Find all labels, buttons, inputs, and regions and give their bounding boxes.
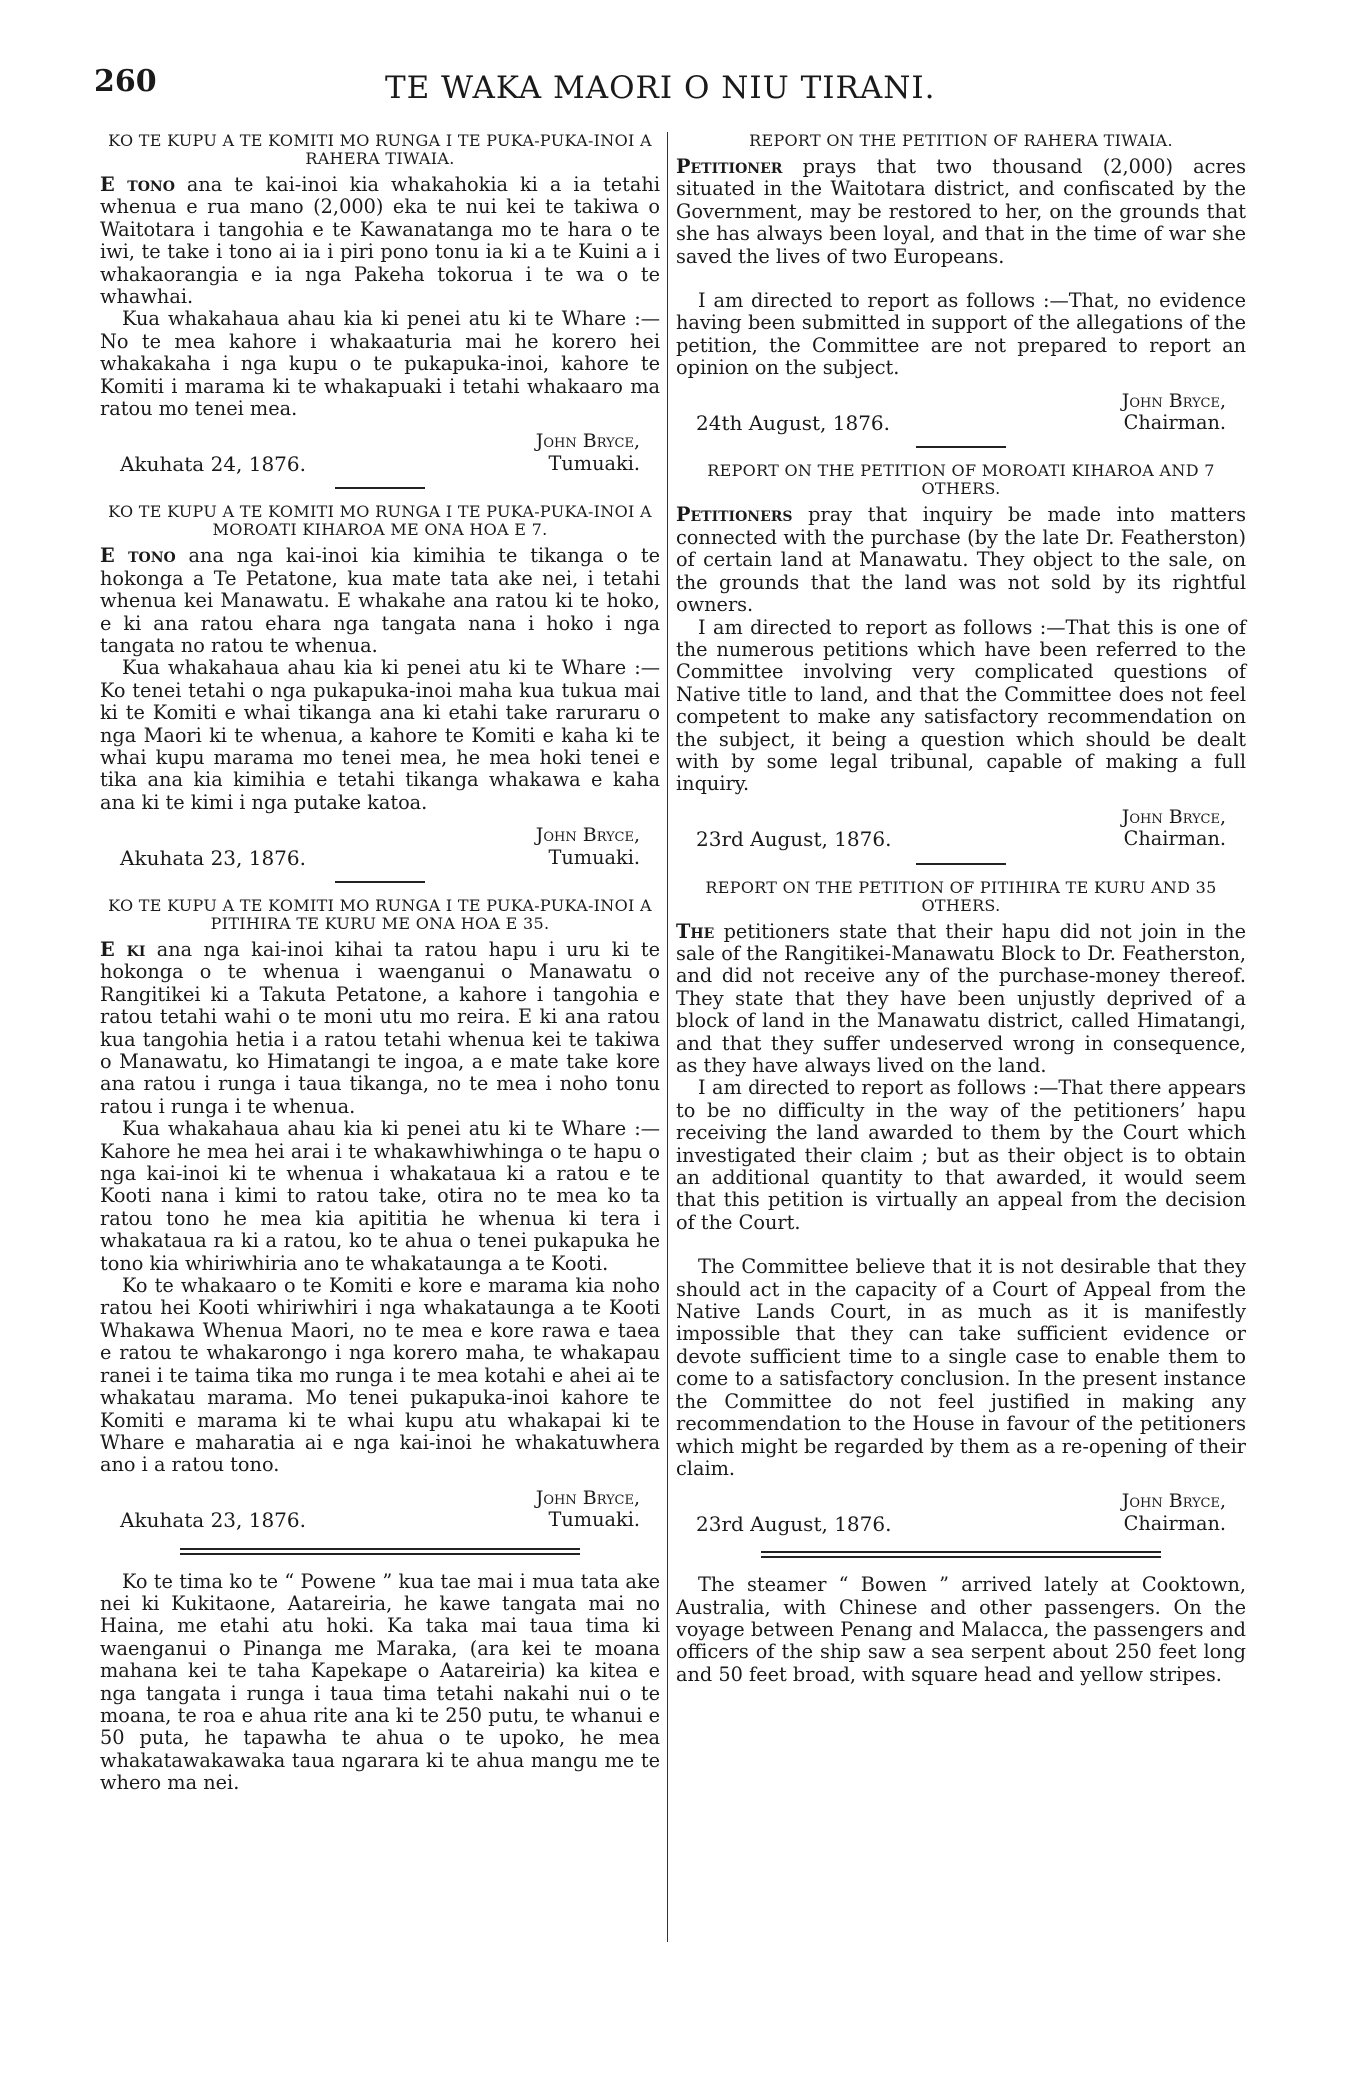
section-rule bbox=[335, 487, 425, 489]
paragraph-text: pray that inquiry be made into matters connected with the purchase (by the late Dr. Featherston) of certain land at Manawatu. They object to the sale, on the grounds that the land was not sold by its rightful owners. bbox=[676, 503, 1246, 617]
signature-block bbox=[509, 1487, 660, 1532]
signature bbox=[100, 430, 660, 475]
signature-name: John Bryce, bbox=[535, 824, 640, 847]
column-divider bbox=[667, 132, 668, 1942]
article-paragraph: Ko te tima ko te “ Powene ” kua tae mai i mua tata ake nei ki Kukitaone, Aatareiria, he kawe tangata mai no Haina, me etahi atu hoki. Ka taka mai taua tima ki waenganui o Pinanga me Maraka, (ara kei te moana mahana kei te taha Kapekape o Aatareiria) ka kitea e nga tangata i runga i taua tima tetahi nakahi nui o te moana, te roa e ahua rite ana ki te 250 putu, te whanui e 50 puta, he tapawha te ahua o te upoko, he mea whakatawakawaka taua ngarara ki te ahua mangu me te whero ma nei. bbox=[100, 1569, 660, 1795]
article-paragraph bbox=[100, 174, 660, 308]
spacer bbox=[676, 268, 1246, 290]
signature-name: John Bryce, bbox=[1121, 805, 1226, 828]
article-paragraph bbox=[676, 921, 1246, 1078]
signature-name: John Bryce, bbox=[535, 1486, 640, 1509]
article-heading: REPORT ON THE PETITION OF RAHERA TIWAIA. bbox=[749, 131, 1173, 150]
section-rule bbox=[916, 863, 1006, 865]
signature-block bbox=[1084, 806, 1246, 851]
signature-block bbox=[509, 430, 660, 475]
article-pitihira-english bbox=[676, 879, 1246, 1536]
paragraph-text: ana te kai-inoi kia whakahokia ki a ia tetahi whenua e rua mano (2,000) eka te nui kei te takiwa o Waitotara i tangohia e te Kawanatanga mo te hara o te iwi, te take i tono ai ia i piri pono tonu ia ki a te Kuini a i whakaorangia e ia nga Pakeha tokorua i te wa o te whawhai. bbox=[100, 173, 660, 309]
lead-word: Petitioners bbox=[676, 503, 793, 527]
article-heading: KO TE KUPU A TE KOMITI MO RUNGA I TE PUKA-PUKA-INOI A PITIHIRA TE KURU ME ONA HOA E 35. bbox=[108, 895, 652, 933]
lead-word: Petitioner bbox=[676, 155, 783, 178]
signature-name: John Bryce, bbox=[535, 430, 640, 453]
article-heading: REPORT ON THE PETITION OF PITIHIRA TE KURU AND 35 OTHERS. bbox=[705, 877, 1217, 915]
signature-name: John Bryce, bbox=[1121, 389, 1226, 412]
signature bbox=[100, 824, 660, 869]
article-rahera-maori bbox=[100, 132, 660, 475]
signature-role: Chairman. bbox=[1123, 411, 1226, 435]
page-number: 260 bbox=[94, 64, 157, 99]
double-rule bbox=[761, 1551, 1161, 1558]
article-heading: KO TE KUPU A TE KOMITI MO RUNGA I TE PUKA-PUKA-INOI A MOROATI KIHAROA ME ONA HOA E 7. bbox=[108, 502, 652, 540]
signature-role: Tumuaki. bbox=[548, 451, 640, 475]
signature bbox=[676, 390, 1246, 435]
signature-date: 23rd August, 1876. bbox=[696, 1511, 892, 1536]
article-paragraph: I am directed to report as follows :—That this is one of the numerous petitions which have been referred to the Committee involving very complicated questions of Native title to land, and that the Committee does not feel competent to make any satisfactory recommendation on the subject, it being a question which should be dealt with by some legal tribunal, capable of making a full inquiry. bbox=[676, 615, 1246, 796]
lead-word: E tono bbox=[100, 173, 175, 196]
article-moroati-english bbox=[676, 462, 1246, 850]
lead-word: E ki bbox=[100, 937, 146, 961]
spacer bbox=[676, 1234, 1246, 1256]
article-paragraph: Ko te whakaaro o te Komiti e kore e marama kia noho ratou hei Kooti whiriwhiri i nga whakataunga a te Kooti Whakawa Whenua Maori, no te mea e kore rawa e taea e ratou te whakarongo i nga korero maha, te whakapau ranei i te taima tika mo runga i te mea kotahi e ahei ai te whakatau marama. Mo tenei pukapuka-inoi kahore te Komiti e marama ki te whai kupu atu whakapai ki te Whare e maharatia ai e nga kai-inoi he whakatuwhera ano i a ratou tono. bbox=[100, 1274, 660, 1477]
page-title: TE WAKA MAORI O NIU TIRANI. bbox=[385, 70, 936, 106]
paragraph-text: ana nga kai-inoi kihai ta ratou hapu i uru ki te hokonga o te whenua i waenganui o Manawatu o Rangitikei ki a Takuta Petatone, a kahore i tangohia e ratou tetahi wahi o te moni utu mo reira. E ki ana ratou kua tangohia hetia i a ratou tetahi whenua kei te takiwa o Manawatu, ko Himatangi te ingoa, a e mate take kore ana ratou i runga i taua tikanga, no te mea i noho tonu ratou i runga i te whenua. bbox=[100, 937, 660, 1118]
article-paragraph: The Committee believe that it is not desirable that they should act in the capacity of a Court of Appeal from the Native Lands Court, in as much as it is manifestly impossible that they can take sufficient evidence or devote sufficient time to a single case to enable them to come to a satisfactory conclusion. In the present instance the Committee do not feel justified in making any recommendation to the House in favour of the petitioners which might be regarded by them as a re-opening of their claim. bbox=[676, 1255, 1246, 1480]
signature-block bbox=[1084, 1490, 1246, 1535]
signature-role: Tumuaki. bbox=[548, 1508, 640, 1532]
article-powene-maori bbox=[100, 1571, 660, 1795]
article-paragraph: Kua whakahaua ahau kia ki penei atu ki te Whare :—Kahore he mea hei arai i te whakawhiwhinga o te hapu o nga kai-inoi ki te whenua i whakataua ki a ratou e te Kooti nana i kimi to ratou take, otira no te mea ko ta ratou tono he mea kia apititia he whenua ki tera i whakataua ra ki a ratou, ko te ahua o tenei pukapuka he tono kia whiriwhiria ano te whakataunga a te Kooti. bbox=[100, 1117, 660, 1275]
signature bbox=[676, 1490, 1246, 1535]
paragraph-text: ana nga kai-inoi kia kimihia te tikanga o te hokonga a Te Petatone, kua mate tata ake nei, i tetahi whenua kei Manawatu. E whakahe ana ratou ki te hoko, e ki ana ratou ehara nga tangata nana i hoko i nga tangata no ratou te whenua. bbox=[100, 544, 661, 657]
article-paragraph bbox=[100, 545, 660, 657]
article-paragraph bbox=[676, 156, 1246, 268]
left-column bbox=[100, 132, 660, 1805]
signature-name: John Bryce, bbox=[1121, 1490, 1226, 1513]
article-pitihira-maori bbox=[100, 897, 660, 1532]
article-paragraph: The steamer “ Bowen ” arrived lately at Cooktown, Australia, with Chinese and other passengers. On the voyage between Penang and Malacca, the passengers and officers of the ship saw a sea serpent about 250 feet long and 50 feet broad, with square head and yellow stripes. bbox=[676, 1573, 1246, 1686]
signature bbox=[676, 806, 1246, 851]
signature bbox=[100, 1487, 660, 1532]
signature-block bbox=[1084, 390, 1246, 435]
signature-date: Akuhata 24, 1876. bbox=[120, 451, 306, 476]
article-rahera-english bbox=[676, 132, 1246, 434]
article-bowen-english bbox=[676, 1574, 1246, 1686]
lead-word: The bbox=[676, 919, 715, 943]
paragraph-text: petitioners state that their hapu did not join in the sale of the Rangitikei-Manawatu Block to Dr. Featherston, and did not receive any of the purchase-money thereof. They state that they have been unjustly deprived of a block of land in the Manawatu district, called Himatangi, and that they suffer undeserved wrong in consequence, as they have always lived on the land. bbox=[676, 919, 1246, 1077]
signature-role: Tumuaki. bbox=[548, 845, 640, 869]
section-rule bbox=[916, 446, 1006, 448]
section-rule bbox=[335, 881, 425, 883]
article-paragraph: I am directed to report as follows :—That there appears to be no difficulty in the way of the petitioners’ hapu receiving the land awarded to them by the Court which investigated their claim ; but as their object is to obtain an additional quantity to that awarded, it would seem that this petition is virtually an appeal from the decision of the Court. bbox=[676, 1076, 1246, 1234]
article-paragraph: Kua whakahaua ahau kia ki penei atu ki te Whare :—No te mea kahore i whakaaturia mai he korero hei whakakaha i nga kupu o te pukapuka-inoi, kahore te Komiti i marama ki te whakapuaki i tetahi whakaaro ma ratou mo tenei mea. bbox=[100, 307, 660, 421]
article-moroati-maori bbox=[100, 503, 660, 869]
signature-date: Akuhata 23, 1876. bbox=[120, 845, 306, 870]
lead-word: E tono bbox=[100, 544, 176, 568]
signature-date: Akuhata 23, 1876. bbox=[120, 1508, 306, 1533]
signature-role: Chairman. bbox=[1123, 1511, 1226, 1535]
article-paragraph bbox=[100, 939, 660, 1118]
article-heading: KO TE KUPU A TE KOMITI MO RUNGA I TE PUKA-PUKA-INOI A RAHERA TIWAIA. bbox=[108, 131, 652, 168]
signature-block bbox=[509, 824, 660, 869]
signature-role: Chairman. bbox=[1123, 827, 1226, 851]
article-paragraph: Kua whakahaua ahau kia ki penei atu ki te Whare :—Ko tenei tetahi o nga pukapuka-inoi maha kua tukua mai ki te Komiti e whai tikanga ana ki etahi take raruraru o nga Maori ki te whenua, a kahore te Komiti e kaha ki te whai kupu marama mo tenei mea, he mea hoki tenei e tika ana kia kimihia e tetahi tikanga whakawa e kaha ana ki te kimi i nga putake katoa. bbox=[100, 656, 660, 814]
article-heading: REPORT ON THE PETITION OF MOROATI KIHAROA AND 7 OTHERS. bbox=[707, 461, 1215, 499]
article-paragraph: I am directed to report as follows :—That, no evidence having been submitted in support of the allegations of the petition, the Committee are not prepared to report an opinion on the subject. bbox=[676, 289, 1246, 380]
article-paragraph bbox=[676, 504, 1246, 616]
right-column bbox=[676, 132, 1246, 1696]
signature-date: 24th August, 1876. bbox=[696, 411, 891, 436]
paragraph-text: prays that two thousand (2,000) acres situated in the Waitotara district, and confiscated by the Government, may be restored to her, on the grounds that she has always been loyal, and that in the time of war she saved the lives of two Europeans. bbox=[676, 155, 1246, 268]
signature-date: 23rd August, 1876. bbox=[696, 827, 892, 852]
double-rule bbox=[180, 1548, 580, 1555]
